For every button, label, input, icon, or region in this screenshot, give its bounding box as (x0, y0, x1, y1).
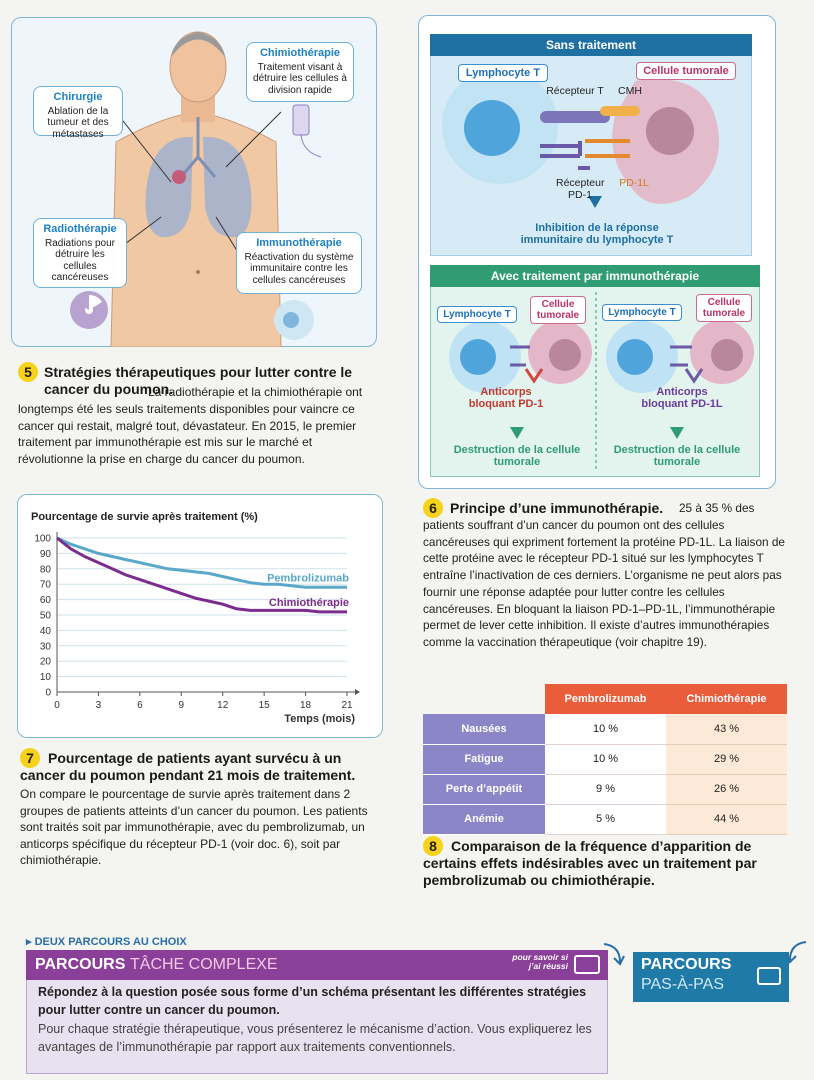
y-tick-label: 70 (39, 579, 51, 591)
table-row (423, 804, 787, 834)
pd1l-label: PD-1L (619, 177, 649, 189)
table-cell: 29 % (666, 744, 787, 774)
x-tick-label: 3 (95, 700, 102, 711)
top-lymphocyte-label: Lymphocyte T (458, 64, 548, 82)
deux-parcours-text: DEUX PARCOURS AU CHOIX (34, 936, 187, 948)
x-tick-label: 18 (300, 700, 312, 711)
doc7-title: Pourcentage de patients ayant survécu à un cancer du poumon pendant 21 mois de traitement. (20, 750, 356, 783)
pas-type: PAS-À-PAS (641, 976, 724, 993)
doc5-text: La radiothérapie et la chimiothérapie ont longtemps été les seuls traitements disponibles pour vaincre ce cancer qui restait, malgré tout, dévastateur. En 2015, le premier traitement par immunothérapie est mis sur le marché et révolutionne la prise en charge du cancer du poumon. (18, 385, 363, 467)
table-cell: 43 % (666, 714, 787, 744)
table-row (423, 714, 787, 744)
recepteur-t-label: Récepteur T (546, 85, 604, 97)
chimio-bubble (246, 42, 354, 102)
chirurgie-title: Chirurgie (53, 91, 103, 103)
doc6-top-title: Sans traitement (430, 34, 752, 56)
left-tumor-label: Cellule tumorale (530, 296, 586, 324)
inhibition-label: Inhibition de la réponse immunitaire du lymphocyte T (520, 222, 674, 247)
y-tick-label: 50 (39, 610, 51, 622)
doc6-bottom-title: Avec traitement par immunothérapie (430, 265, 760, 287)
top-tumor-label: Cellule tumorale (636, 62, 736, 80)
immuno-title: Immunothérapie (256, 237, 342, 249)
side-effects-table (423, 684, 787, 835)
doc6-text: 25 à 35 % des patients souffrant d’un cancer du poumon ont des cellules cancéreuses qui expriment fortement la protéine PD-1L. La liaison de cette protéine avec le récepteur PD-1 situé sur les lymphocytes T entraîne l’inactivation de ces derniers. L’organisme ne peut alors pas fournir une réponse adaptée pour lutter contre les cellules cancéreuses. En bloquant la liaison PD-1–PD-1L, l’immunothérapie permet de lever cette inhibition. Il existe d’autres immunothérapies comme la vaccination thérapeutique (voir chapitre 19). (423, 501, 785, 649)
recepteur-pd1-label: Récepteur PD-1 (556, 177, 605, 201)
table-cell: 26 % (666, 774, 787, 804)
parcours-pas-a-pas-button[interactable] (633, 952, 789, 1002)
chirurgie-bubble (33, 86, 123, 140)
doc8-number: 8 (423, 836, 443, 856)
parcours-type: TÂCHE COMPLEXE (130, 956, 278, 973)
y-tick-label: 0 (45, 687, 51, 699)
table-cell: 9 % (545, 774, 666, 804)
cmh-label: CMH (618, 85, 642, 97)
table-cell: 10 % (545, 744, 666, 774)
left-destruction-label: Destruction de la cellule tumorale (453, 444, 581, 469)
play-icon: ▸ (26, 936, 35, 948)
curved-arrow-icon (600, 940, 626, 968)
table-row (423, 774, 787, 804)
y-tick-label: 60 (39, 595, 51, 607)
task-consigne: Pour chaque stratégie thérapeutique, vous présenterez le mécanisme d’action. Vous expliquerez les avantages de l’immunothérapie par rapport aux traitements conventionnels. (38, 1022, 592, 1055)
y-tick-label: 20 (39, 656, 51, 668)
table-cell: 5 % (545, 804, 666, 834)
pas-parcours-word: PARCOURS (641, 956, 732, 973)
right-lymphocyte-label: Lymphocyte T (602, 304, 682, 321)
table-row-label: Nausées (423, 714, 545, 744)
table-header: Pembrolizumab (545, 684, 666, 714)
right-tumor-label: Cellule tumorale (696, 294, 752, 322)
y-tick-label: 90 (39, 548, 51, 560)
y-tick-label: 30 (39, 641, 51, 653)
x-axis-label: Temps (mois) (284, 713, 355, 725)
table-cell: 10 % (545, 714, 666, 744)
table-corner (423, 684, 545, 714)
doc5-number: 5 (18, 362, 38, 382)
table-row-label: Fatigue (423, 744, 545, 774)
x-tick-label: 9 (178, 700, 185, 711)
y-tick-label: 40 (39, 625, 51, 637)
chart-title: Pourcentage de survie après traitement (%) (31, 511, 258, 523)
doc5-title: Stratégies thérapeutiques pour lutter contre le cancer du poumon. (44, 364, 353, 397)
radio-text: Radiations pour détruire les cellules cancéreuses (44, 237, 116, 284)
immuno-bubble (236, 232, 362, 294)
task-question: Répondez à la question posée sous forme d’un schéma présentant les différentes stratégies pour lutter contre un cancer du poumon. (38, 985, 587, 1017)
chimio-title: Chimiothérapie (259, 47, 341, 59)
right-antibody-label: Anticorps bloquant PD-1L (641, 386, 723, 411)
x-axis-arrow (355, 689, 360, 695)
table-row-label: Anémie (423, 804, 545, 834)
right-destruction-label: Destruction de la cellule tumorale (613, 444, 741, 469)
table-row-label: Perte d’appétit (423, 774, 545, 804)
doc8-title: Comparaison de la fréquence d’apparition de certains effets indésirables avec un traitement par pembrolizumab ou chimiothérapie. (423, 838, 757, 888)
y-tick-label: 80 (39, 564, 51, 576)
laptop-icon[interactable] (574, 955, 600, 974)
y-tick-label: 10 (39, 672, 51, 684)
survival-chart (17, 494, 383, 738)
y-tick-label: 100 (34, 533, 51, 545)
chirurgie-text: Ablation de la tumeur et des métastases (47, 105, 109, 140)
table-header: Chimiothérapie (666, 684, 787, 714)
parcours-word: PARCOURS (35, 956, 126, 973)
doc7-number: 7 (20, 748, 40, 768)
x-tick-label: 12 (217, 700, 229, 711)
doc6-number: 6 (423, 498, 443, 518)
curved-arrow-icon (784, 938, 810, 966)
doc7-text: On compare le pourcentage de survie après traitement dans 2 groupes de patients atteints d’un cancer du poumon. Les patients sont traités soit par immunothérapie, avec du pembrolizumab, un anticorps spécifique du récepteur PD-1 (voir doc. 6), soit par chimiothérapie. (20, 787, 368, 868)
radio-bubble (33, 218, 127, 288)
table-row (423, 744, 787, 774)
x-tick-label: 15 (258, 700, 270, 711)
deux-parcours-label (26, 935, 187, 948)
left-lymphocyte-label: Lymphocyte T (437, 306, 517, 323)
radio-title: Radiothérapie (43, 223, 117, 235)
parcours-complexe-header[interactable] (26, 950, 608, 980)
pour-savoir-label: pour savoir si j’ai réussi (512, 952, 568, 972)
doc6-title: Principe d’une immunothérapie. (450, 500, 664, 516)
x-tick-label: 6 (137, 700, 143, 711)
chimio-text: Traitement visant à détruire les cellules à division rapide (253, 61, 347, 96)
x-tick-label: 21 (341, 700, 353, 711)
series-label: Pembrolizumab (267, 572, 349, 585)
x-tick-label: 0 (54, 700, 60, 711)
table-cell: 44 % (666, 804, 787, 834)
laptop-icon (757, 967, 781, 985)
immuno-text: Réactivation du système immunitaire contre les cellules cancéreuses (244, 251, 354, 286)
left-antibody-label: Anticorps bloquant PD-1 (468, 386, 544, 411)
series-label: Chimiothérapie (268, 596, 349, 609)
